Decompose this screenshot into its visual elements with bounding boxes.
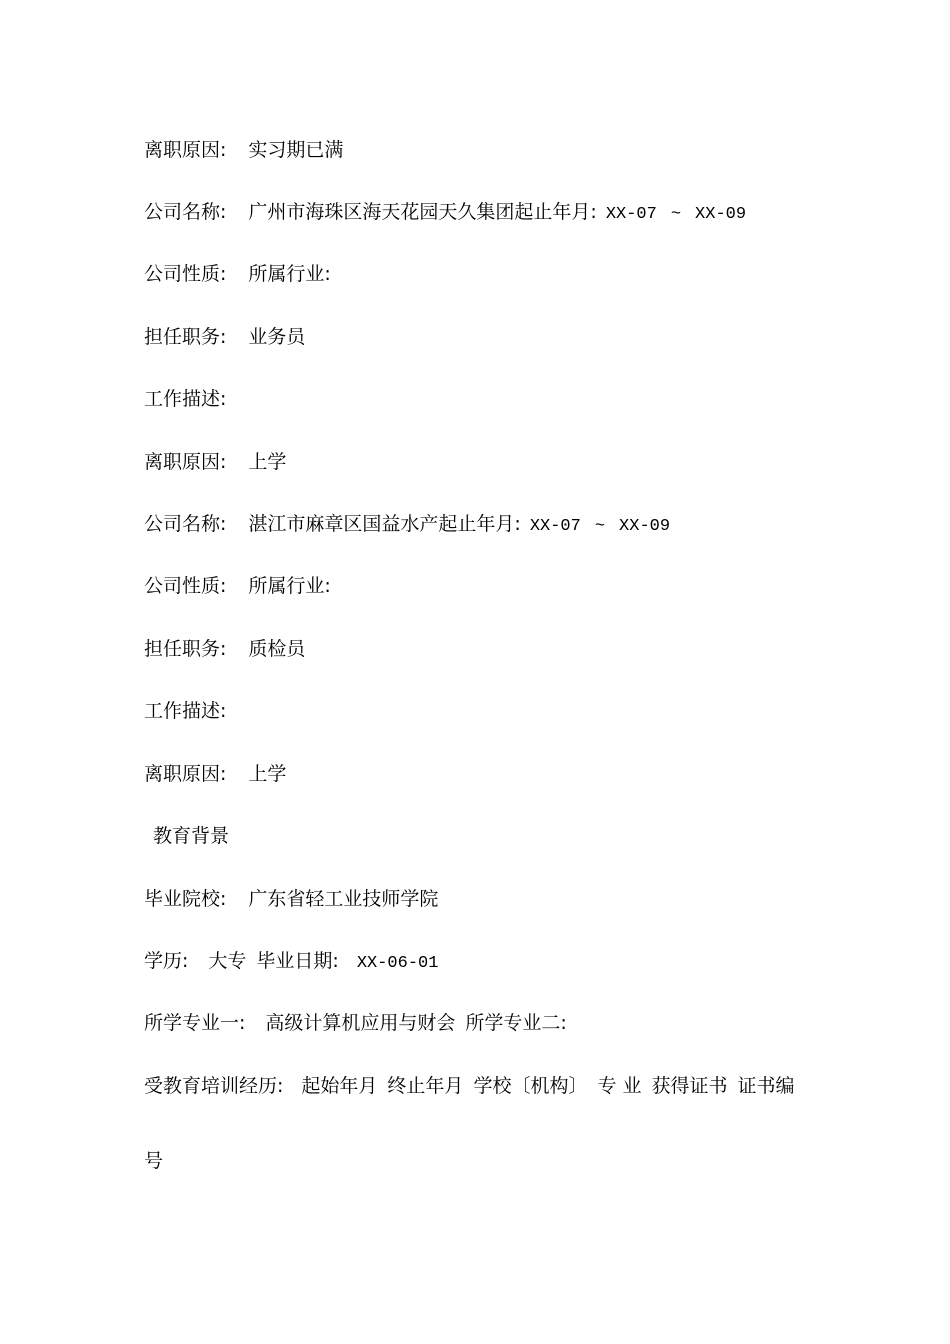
period-label: 起止年月:	[438, 513, 521, 535]
training-col: 专 业	[597, 1075, 642, 1097]
school-row	[144, 887, 438, 911]
training-col: 起始年月	[301, 1075, 378, 1097]
company-label: 公司名称:	[144, 201, 227, 223]
job-description-row	[144, 387, 226, 411]
period-start: XX-07	[529, 517, 581, 536]
job-description-row	[144, 699, 226, 723]
company-row	[144, 200, 746, 227]
field-value: 所属行业:	[248, 263, 331, 285]
training-col: 证书编	[737, 1075, 795, 1097]
period-tilde: ~	[594, 517, 606, 536]
period-end: XX-09	[619, 517, 671, 536]
company-label: 公司名称:	[144, 513, 227, 535]
period-start: XX-07	[605, 205, 657, 224]
field-value: 业务员	[248, 326, 306, 348]
field-label: 担任职务:	[144, 326, 227, 348]
training-wrap: 号	[144, 1150, 164, 1172]
field-label: 工作描述:	[144, 388, 227, 410]
training-label: 受教育培训经历:	[144, 1075, 284, 1097]
period-end: XX-09	[695, 205, 747, 224]
major-row	[144, 1011, 567, 1035]
company-nature-row	[144, 574, 331, 598]
company-row	[144, 512, 670, 539]
major1-label: 所学专业一:	[144, 1012, 246, 1034]
field-label: 离职原因:	[144, 451, 227, 473]
company-nature-row	[144, 262, 331, 286]
graduation-date: XX-06-01	[356, 954, 439, 973]
company-name: 广州市海珠区海天花园天久集团	[248, 201, 515, 223]
graduation-label: 毕业日期:	[256, 950, 339, 972]
field-label: 担任职务:	[144, 638, 227, 660]
position-row	[144, 325, 305, 349]
field-value: 所属行业:	[248, 575, 331, 597]
degree-row	[144, 949, 438, 976]
period-tilde: ~	[670, 205, 682, 224]
field-value: 质检员	[248, 638, 306, 660]
major2-label: 所学专业二:	[465, 1012, 567, 1034]
degree-label: 学历:	[144, 950, 189, 972]
period-label: 起止年月:	[514, 201, 597, 223]
training-col: 获得证书	[651, 1075, 728, 1097]
resign-reason-row	[144, 450, 286, 474]
field-label: 离职原因:	[144, 763, 227, 785]
position-row	[144, 637, 305, 661]
training-col: 学校〔机构〕	[473, 1075, 588, 1097]
field-label: 工作描述:	[144, 700, 227, 722]
degree-value: 大专	[208, 950, 247, 972]
company-name: 湛江市麻章区国益水产	[248, 513, 439, 535]
resign-reason-row	[144, 762, 286, 786]
major1-value: 高级计算机应用与财会	[265, 1012, 456, 1034]
field-value: 实习期已满	[248, 139, 344, 161]
education-heading: 教育背景	[153, 825, 230, 847]
field-label: 公司性质:	[144, 575, 227, 597]
school-name: 广东省轻工业技师学院	[248, 888, 439, 910]
resign-reason-row	[144, 138, 343, 162]
school-label: 毕业院校:	[144, 888, 227, 910]
training-row	[144, 1074, 795, 1098]
field-value: 上学	[248, 763, 287, 785]
field-value: 上学	[248, 451, 287, 473]
training-col: 终止年月	[387, 1075, 464, 1097]
field-label: 公司性质:	[144, 263, 227, 285]
field-label: 离职原因:	[144, 139, 227, 161]
